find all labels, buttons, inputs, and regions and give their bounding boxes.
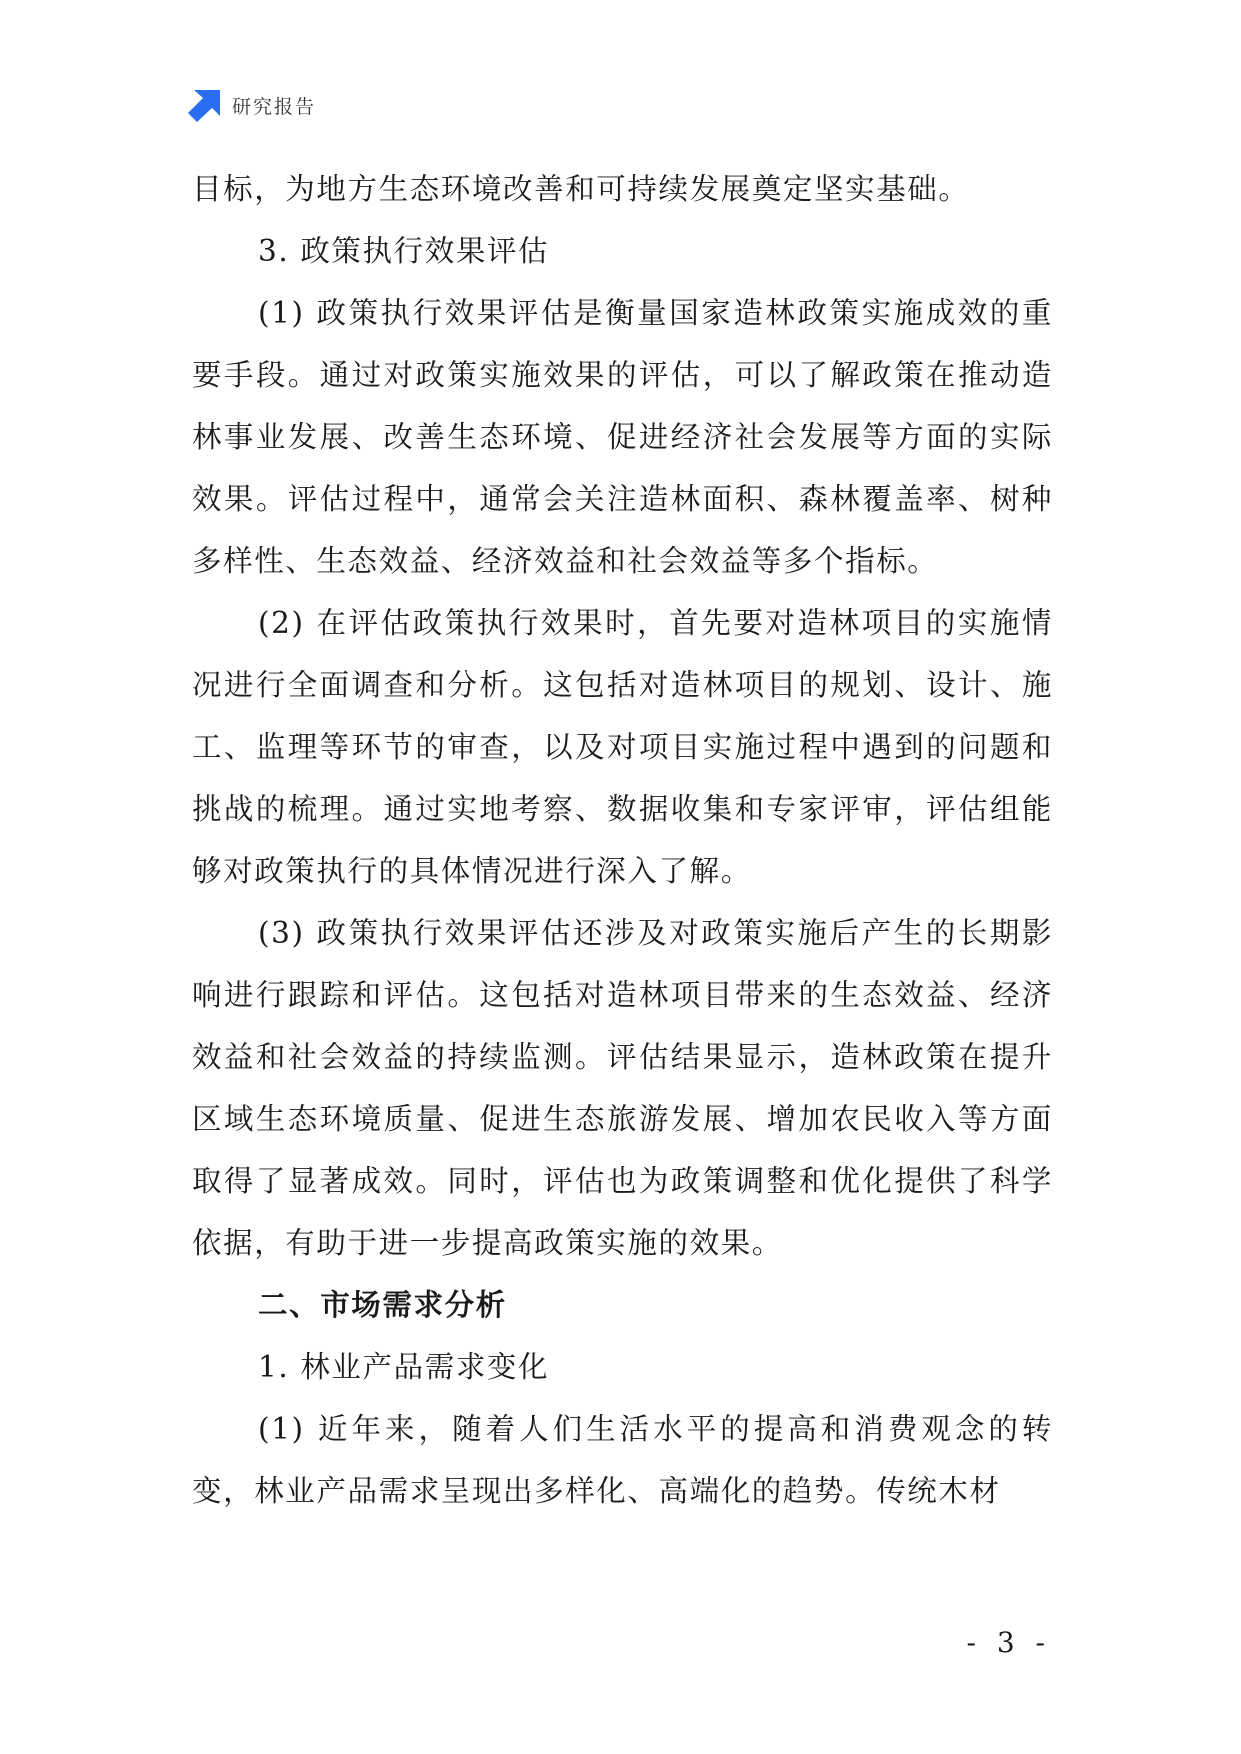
page-number: - 3 - bbox=[966, 1626, 1051, 1659]
paragraph-continuation: 目标，为地方生态环境改善和可持续发展奠定坚实基础。 bbox=[192, 172, 970, 206]
document-body bbox=[192, 158, 1053, 1522]
paragraph-2: (2) 在评估政策执行效果时，首先要对造林项目的实施情况进行全面调查和分析。这包括对造林项目的规划、设计、施工、监理等环节的审查，以及对项目实施过程中遇到的问题和挑战的梳理。通过实地考察、数据收集和专家评审，评估组能够对政策执行的具体情况进行深入了解。 bbox=[192, 606, 1053, 888]
paragraph-3: (3) 政策执行效果评估还涉及对政策实施后产生的长期影响进行跟踪和评估。这包括对造林项目带来的生态效益、经济效益和社会效益的持续监测。评估结果显示，造林政策在提升区域生态环境质量、促进生态旅游发展、增加农民收入等方面取得了显著成效。同时，评估也为政策调整和优化提供了科学依据，有助于进一步提高政策实施的效果。 bbox=[192, 916, 1053, 1260]
header-title: 研究报告 bbox=[232, 95, 317, 118]
section-heading-policy-evaluation: 3. 政策执行效果评估 bbox=[258, 234, 550, 268]
chapter-heading-market-demand: 二、市场需求分析 bbox=[258, 1288, 507, 1322]
paragraph-1: (1) 政策执行效果评估是衡量国家造林政策实施成效的重要手段。通过对政策实施效果的评估，可以了解政策在推动造林事业发展、改善生态环境、促进经济社会发展等方面的实际效果。评估过程中，通常会关注造林面积、森林覆盖率、树种多样性、生态效益、经济效益和社会效益等多个指标。 bbox=[192, 296, 1053, 578]
paragraph-4: (1) 近年来，随着人们生活水平的提高和消费观念的转变，林业产品需求呈现出多样化、高端化的趋势。传统木材 bbox=[192, 1412, 1053, 1508]
report-header bbox=[188, 88, 316, 122]
section-heading-product-demand: 1. 林业产品需求变化 bbox=[258, 1350, 550, 1384]
arrow-up-right-icon bbox=[188, 88, 222, 122]
